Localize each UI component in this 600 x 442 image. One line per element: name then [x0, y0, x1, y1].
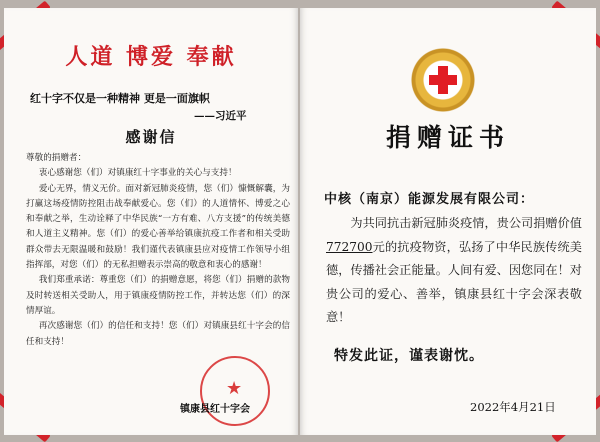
donation-certificate-page: [300, 8, 596, 435]
letter-quote: 红十字不仅是一种精神 更是一面旗帜: [30, 92, 210, 105]
letter-quote-author: ——习近平: [194, 110, 247, 122]
letter-salutation: 尊敬的捐赠者：: [26, 153, 87, 163]
seal-star-icon: ★: [226, 378, 243, 399]
letter-paragraph: 爱心无界，情义无价。面对新冠肺炎疫情，您（们）慷慨解囊，为打赢这场疫情防控阻击战奉献爱心。您（们）的人道情怀、博爱之心和奉献之举，生动诠释了中华民族“一方有难、八方支援”的传统美德和人道主义精神。您（们）的爱心善举给镇康抗疫工作者和相关受助群众带去无限温暖和鼓励！我们谨代表镇康县应对疫情工作领导小组指挥部，对您（们）的无私担赠表示崇高的敬意和衷心的感谢！: [26, 183, 290, 271]
thank-you-letter-page: [4, 8, 298, 435]
certificate-recipient: 中核（南京）能源发展有限公司：: [324, 192, 535, 207]
certificate-body-before-amount: 为共同抗击新冠肺炎疫情，贵公司捐赠价值: [350, 216, 582, 230]
certificate-body: [326, 212, 582, 330]
letter-paragraph: 我们郑重承诺：尊重您（们）的捐赠意愿，将您（们）捐赠的款物及时转送相关受助人，用于镇康疫情防控工作，并转达您（们）的深情厚谊。: [26, 275, 290, 316]
certificate-paragraph: [326, 212, 582, 330]
certificate-closing: 特发此证，谨表谢忱。: [334, 348, 484, 364]
certificate-title: 捐赠证书: [385, 123, 510, 152]
donation-amount: 772700: [326, 239, 373, 254]
letter-signer: 镇康县红十字会: [180, 404, 250, 415]
red-cross-icon: [429, 66, 457, 94]
official-seal-icon: [200, 356, 270, 426]
letter-title: 感谢信: [125, 128, 177, 146]
letter-body: [26, 151, 290, 350]
letter-paragraph: 衷心感谢您（们）对镇康红十字事业的关心与支持！: [38, 168, 237, 179]
certificate-date: 2022年4月21日: [470, 400, 556, 414]
letter-header-slogan: 人道 博爱 奉献: [65, 44, 237, 70]
letter-paragraph: 再次感谢您（们）的信任和支持！您（们）对镇康县红十字会的信任和支持！: [26, 321, 290, 347]
red-cross-emblem-icon: [411, 48, 475, 112]
certificate-body-after-amount: 元的抗疫物资，弘扬了中华民族传统美德，传播社会正能量。人间有爱、因您同在！对贵公司的爱心、善举，镇康县红十字会深表敬意！: [326, 239, 582, 324]
